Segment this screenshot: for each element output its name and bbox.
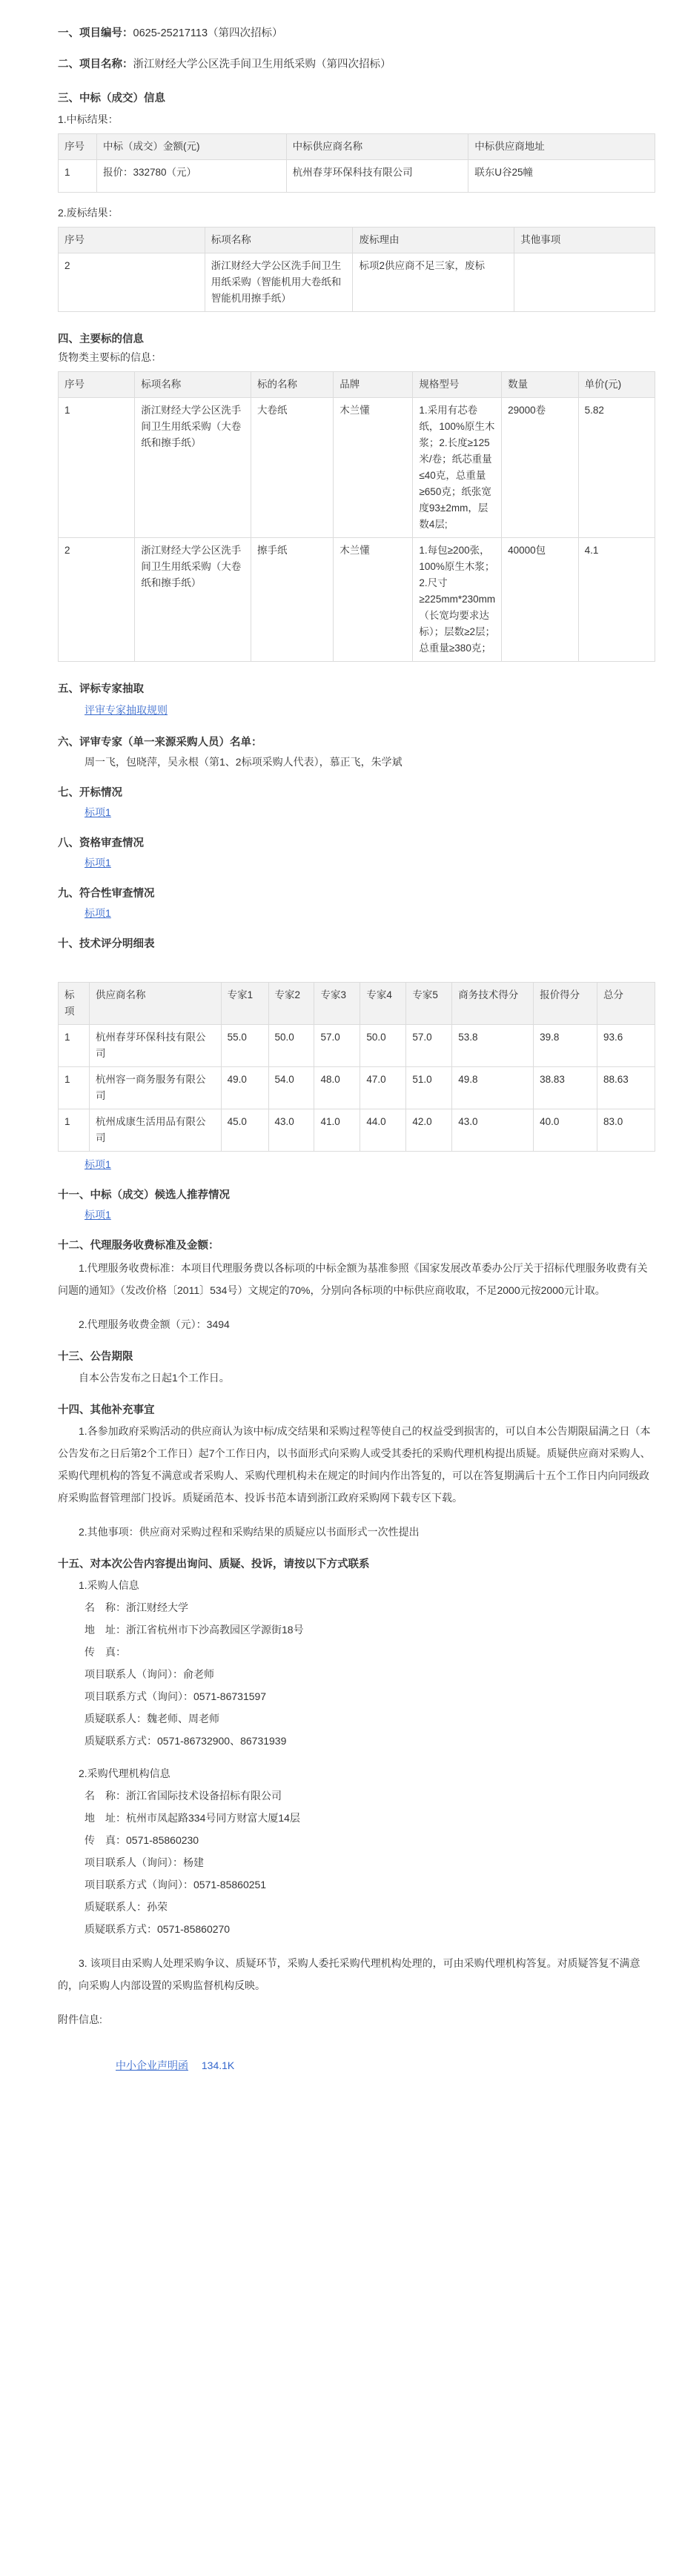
table-cell: 2 (59, 538, 135, 662)
table-cell: 49.8 (452, 1067, 534, 1109)
table-cell: 43.0 (268, 1109, 314, 1152)
section-experts-title: 六、评审专家（单一来源采购人员）名单： (58, 737, 262, 748)
table-row (59, 1025, 655, 1067)
agent-address: 地 址：杭州市凤起路334号同方财富大厦14层 (85, 1812, 300, 1824)
table-cell: 擦手纸 (251, 538, 334, 662)
table-cell: 39.8 (534, 1025, 597, 1067)
section-bid-opening-title: 七、开标情况 (58, 787, 122, 799)
table-cell: 88.63 (597, 1067, 655, 1109)
dispute-handling-text: 3. 该项目由采购人处理采购争议、质疑环节，采购人委托采购代理机构处理的，可由采购代理机构答复。对质疑答复不满意的，向采购人内部设置的采购监督机构反映。 (58, 1957, 640, 1991)
table-cell: 51.0 (406, 1067, 452, 1109)
other-matters-text: 2.其他事项：供应商对采购过程和采购结果的质疑应以书面形式一次性提出 (79, 1526, 420, 1538)
table-cell: 2 (59, 253, 205, 312)
main-items-table (58, 371, 655, 662)
agent-contact: 项目联系人（询问）：杨建 (85, 1856, 204, 1868)
table-header-cell: 数量 (502, 372, 578, 398)
attachment-item (58, 2057, 657, 2074)
buyer-objection-phone: 质疑联系方式：0571-86732900、86731939 (85, 1735, 287, 1747)
project-number-value: 0625-25217113（第四次招标） (133, 27, 283, 39)
table-cell: 杭州春芽环保科技有限公司 (286, 160, 468, 193)
table-header-cell: 序号 (59, 228, 205, 253)
table-cell: 5.82 (578, 398, 655, 538)
invalid-result-table (58, 227, 655, 312)
table-header-cell: 品牌 (334, 372, 413, 398)
section-contact-title: 十五、对本次公告内容提出询问、质疑、投诉，请按以下方式联系 (58, 1558, 370, 1570)
section-award-title: 三、中标（成交）信息 (58, 93, 165, 104)
buyer-address: 地 址：浙江省杭州市下沙高教园区学源街18号 (85, 1624, 304, 1636)
table-row (59, 1067, 655, 1109)
invalid-result-subtitle: 2.废标结果： (58, 207, 119, 219)
table-cell: 50.0 (360, 1025, 406, 1067)
table-header-cell: 序号 (59, 134, 97, 160)
table-cell: 大卷纸 (251, 398, 334, 538)
section-compliance-title: 九、符合性审查情况 (58, 888, 155, 900)
table-cell: 1 (59, 1109, 90, 1152)
table-header-cell: 序号 (59, 372, 135, 398)
table-cell: 4.1 (578, 538, 655, 662)
attachment-file-size: 134.1K (201, 2059, 235, 2071)
table-cell: 木兰懂 (334, 538, 413, 662)
table-cell: 1 (59, 1067, 90, 1109)
section-expert-draw-title: 五、评标专家抽取 (58, 683, 144, 695)
compliance-lot1-link[interactable]: 标项1 (85, 907, 111, 919)
table-cell: 50.0 (268, 1025, 314, 1067)
section-agency-fee-title: 十二、代理服务收费标准及金额： (58, 1240, 219, 1252)
table-cell: 55.0 (221, 1025, 268, 1067)
section-other-matters-title: 十四、其他补充事宜 (58, 1404, 155, 1416)
buyer-info (58, 1596, 657, 1752)
table-cell: 53.8 (452, 1025, 534, 1067)
tech-score-table (58, 982, 655, 1152)
agent-fax: 传 真：0571-85860230 (85, 1834, 199, 1846)
buyer-contact: 项目联系人（询问）：俞老师 (85, 1668, 214, 1680)
table-header-cell: 废标理由 (353, 228, 514, 253)
expert-draw-rules-link[interactable]: 评审专家抽取规则 (85, 704, 168, 716)
section-notice-period-title: 十三、公告期限 (58, 1351, 133, 1363)
table-cell: 83.0 (597, 1109, 655, 1152)
agency-fee-standard: 1.代理服务收费标准：本项目代理服务费以各标项的中标金额为基准参照《国家发展改革委办公厅关于招标代理服务收费有关问题的通知》（发改价格〔2011〕534号）文规定的70%，分别向各标项的中标供应商收取，不足2000元按2000元计取。 (58, 1262, 648, 1296)
table-cell: 49.0 (221, 1067, 268, 1109)
table-header-cell: 报价得分 (534, 983, 597, 1025)
agency-fee-amount: 2.代理服务收费金额（元）：3494 (79, 1318, 230, 1330)
project-number-label: 一、项目编号： (58, 27, 133, 39)
table-cell: 57.0 (406, 1025, 452, 1067)
table-cell: 浙江财经大学公区洗手间卫生用纸采购（大卷纸和擦手纸） (135, 398, 251, 538)
table-cell: 44.0 (360, 1109, 406, 1152)
agent-name: 名 称：浙江省国际技术设备招标有限公司 (85, 1790, 282, 1802)
table-header-cell: 单价(元) (578, 372, 655, 398)
table-cell: 38.83 (534, 1067, 597, 1109)
agent-contact-phone: 项目联系方式（询问）：0571-85860251 (85, 1879, 267, 1890)
table-cell: 杭州成康生活用品有限公司 (89, 1109, 221, 1152)
buyer-contact-phone: 项目联系方式（询问）：0571-86731597 (85, 1690, 267, 1702)
table-header-cell: 标项名称 (205, 228, 353, 253)
attachment-file-link[interactable]: 中小企业声明函 (116, 2059, 188, 2071)
table-row (59, 253, 655, 312)
table-header-cell: 标的名称 (251, 372, 334, 398)
table-cell: 杭州容一商务服务有限公司 (89, 1067, 221, 1109)
table-header-cell: 总分 (597, 983, 655, 1025)
project-name-label: 二、项目名称： (58, 59, 133, 70)
table-cell: 54.0 (268, 1067, 314, 1109)
table-header-row (59, 372, 655, 398)
table-header-cell: 标项名称 (135, 372, 251, 398)
table-cell (514, 253, 655, 312)
table-row (59, 1109, 655, 1152)
table-cell: 浙江财经大学公区洗手间卫生用纸采购（大卷纸和擦手纸） (135, 538, 251, 662)
table-header-cell: 供应商名称 (89, 983, 221, 1025)
project-number (58, 25, 657, 42)
agent-info (58, 1785, 657, 1940)
table-header-cell: 专家2 (268, 983, 314, 1025)
section-candidate-title: 十一、中标（成交）候选人推荐情况 (58, 1189, 230, 1201)
table-header-cell: 专家1 (221, 983, 268, 1025)
table-header-cell: 专家3 (314, 983, 360, 1025)
table-header-row (59, 983, 655, 1025)
table-row (59, 398, 655, 538)
table-header-cell: 商务技术得分 (452, 983, 534, 1025)
table-cell: 1.每包≥200张，100%原生木浆；2.尺寸≥225mm*230mm（长宽均要求达标）；层数≥2层；总重量≥380克； (413, 538, 502, 662)
buyer-name: 名 称：浙江财经大学 (85, 1601, 188, 1613)
table-cell: 1.采用有芯卷纸，100%原生木浆；2.长度≥125米/卷；纸芯重量≤40克，总重量≥650克；纸张宽度93±2mm，层数4层; (413, 398, 502, 538)
table-cell: 57.0 (314, 1025, 360, 1067)
section-main-items-title: 四、主要标的信息 (58, 333, 144, 345)
agent-objection-phone: 质疑联系方式：0571-85860270 (85, 1923, 231, 1935)
buyer-fax: 传 真： (85, 1646, 126, 1658)
agent-objection-contact: 质疑联系人：孙荣 (85, 1901, 168, 1913)
buyer-info-title: 1.采购人信息 (79, 1579, 139, 1591)
table-cell: 浙江财经大学公区洗手间卫生用纸采购（智能机用大卷纸和智能机用擦手纸） (205, 253, 353, 312)
table-cell: 45.0 (221, 1109, 268, 1152)
experts-names: 周一飞，包晓萍，吴永根（第1、2标项采购人代表），慕正飞，朱学斌 (85, 756, 403, 768)
notice-period-text: 自本公告发布之日起1个工作日。 (79, 1372, 230, 1384)
table-cell: 41.0 (314, 1109, 360, 1152)
table-cell: 40.0 (534, 1109, 597, 1152)
table-header-cell: 中标供应商名称 (286, 134, 468, 160)
table-cell: 木兰懂 (334, 398, 413, 538)
table-cell: 48.0 (314, 1067, 360, 1109)
agent-info-title: 2.采购代理机构信息 (79, 1767, 170, 1779)
table-cell: 93.6 (597, 1025, 655, 1067)
bid-opening-lot1-link[interactable]: 标项1 (85, 806, 111, 818)
qualification-lot1-link[interactable]: 标项1 (85, 857, 111, 869)
table-cell: 报价：332780（元） (96, 160, 286, 193)
table-header-cell: 专家4 (360, 983, 406, 1025)
table-header-cell: 标项 (59, 983, 90, 1025)
project-name-value: 浙江财经大学公区洗手间卫生用纸采购（第四次招标） (133, 59, 391, 70)
table-cell: 1 (59, 1025, 90, 1067)
table-header-row (59, 228, 655, 253)
table-header-row (59, 134, 655, 160)
table-header-cell: 规格型号 (413, 372, 502, 398)
award-result-table (58, 133, 655, 193)
table-cell: 联东U谷25幢 (468, 160, 655, 193)
project-name (58, 56, 657, 73)
candidate-lot1-link[interactable]: 标项1 (85, 1209, 111, 1221)
table-cell: 43.0 (452, 1109, 534, 1152)
table-cell: 29000卷 (502, 398, 578, 538)
table-cell: 1 (59, 398, 135, 538)
table-row (59, 538, 655, 662)
objection-instructions: 1.各参加政府采购活动的供应商认为该中标/成交结果和采购过程等使自己的权益受到损害的，可以自本公告期限届满之日（本公告发布之日后第2个工作日）起7个工作日内，以书面形式向采购人或受其委托的采购代理机构提出质疑。质疑供应商对采购人、采购代理机构的答复不满意或者采购人、采购代理机构未在规定的时间内作出答复的，可以在答复期满后十五个工作日内向同级政府采购监督管理部门投诉。质疑函范本、投诉书范本请到浙江政府采购网下载专区下载。 (58, 1425, 651, 1504)
table-header-cell: 中标供应商地址 (468, 134, 655, 160)
table-header-cell: 其他事项 (514, 228, 655, 253)
table-cell: 40000包 (502, 538, 578, 662)
table-row (59, 160, 655, 193)
tech-score-lot1-link[interactable]: 标项1 (85, 1158, 111, 1170)
table-cell: 标项2供应商不足三家，废标 (353, 253, 514, 312)
attachment-label: 附件信息: (58, 2014, 102, 2025)
goods-items-subtitle: 货物类主要标的信息： (58, 351, 162, 363)
buyer-objection-contact: 质疑联系人：魏老师、周老师 (85, 1713, 219, 1724)
table-cell: 42.0 (406, 1109, 452, 1152)
table-header-cell: 中标（成交）金额(元) (96, 134, 286, 160)
table-header-cell: 专家5 (406, 983, 452, 1025)
table-cell: 1 (59, 160, 97, 193)
table-cell: 47.0 (360, 1067, 406, 1109)
section-tech-score-title: 十、技术评分明细表 (58, 938, 155, 950)
section-qualification-title: 八、资格审查情况 (58, 837, 144, 849)
table-cell: 杭州春芽环保科技有限公司 (89, 1025, 221, 1067)
award-result-subtitle: 1.中标结果： (58, 113, 119, 125)
